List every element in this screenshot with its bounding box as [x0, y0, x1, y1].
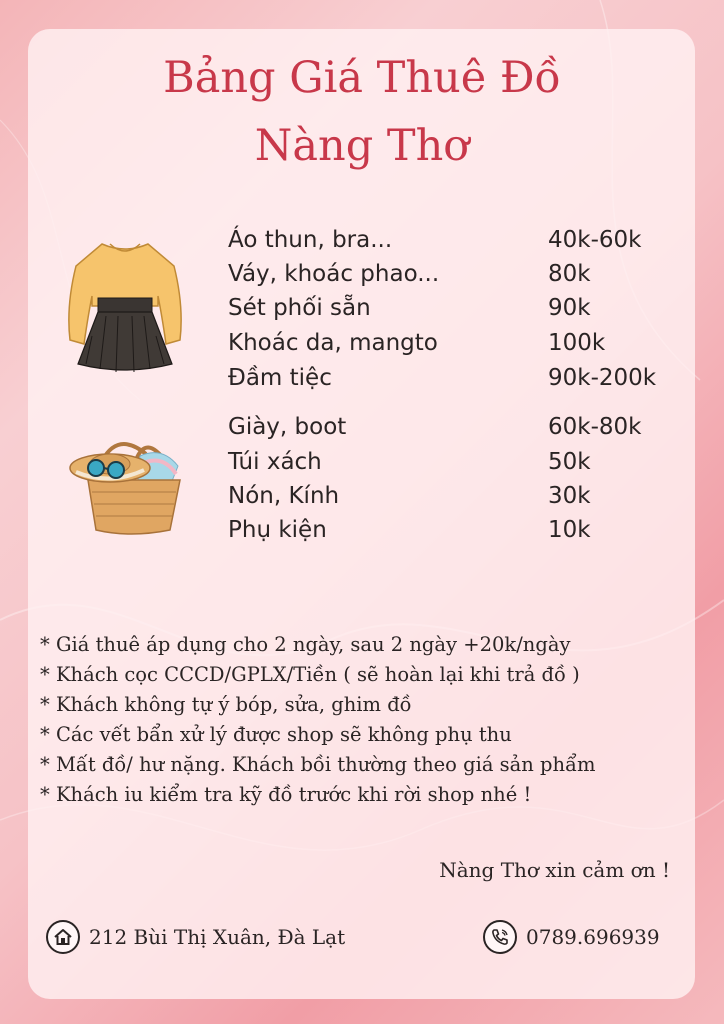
item-price: 30k	[548, 483, 591, 509]
list-item	[228, 365, 698, 399]
item-price: 10k	[548, 517, 591, 543]
list-item	[228, 449, 698, 483]
home-icon	[46, 920, 80, 954]
note-item: * Khách không tự ý bóp, sửa, ghim đồ	[40, 693, 412, 716]
phone-icon	[483, 920, 517, 954]
list-item	[228, 295, 698, 329]
item-name: Váy, khoác phao...	[228, 261, 440, 287]
thanks-text: Nàng Thơ xin cảm ơn !	[439, 858, 670, 882]
list-item	[228, 414, 698, 448]
item-price: 50k	[548, 449, 591, 475]
item-name: Khoác da, mangto	[228, 330, 438, 356]
page-title-line-1: Bảng Giá Thuê Đồ	[163, 53, 561, 103]
phone	[483, 918, 660, 956]
item-name: Sét phối sẵn	[228, 295, 371, 321]
item-price: 90k-200k	[548, 365, 657, 391]
list-item	[228, 517, 698, 551]
item-price: 90k	[548, 295, 591, 321]
clothing-illustration-icon	[62, 236, 188, 378]
note-item: * Các vết bẩn xử lý được shop sẽ không phụ thu	[40, 723, 512, 746]
item-name: Đầm tiệc	[228, 365, 332, 391]
note-item: * Mất đồ/ hư nặng. Khách bồi thường theo giá sản phẩm	[40, 753, 596, 776]
list-item	[228, 330, 698, 364]
item-name: Áo thun, bra...	[228, 227, 393, 253]
note-item: * Giá thuê áp dụng cho 2 ngày, sau 2 ngày +20k/ngày	[40, 633, 571, 656]
basket-hat-illustration-icon	[66, 426, 190, 540]
item-name: Phụ kiện	[228, 517, 327, 543]
address-text: 212 Bùi Thị Xuân, Đà Lạt	[89, 925, 346, 949]
list-item	[228, 227, 698, 261]
item-price: 100k	[548, 330, 606, 356]
item-price: 80k	[548, 261, 591, 287]
list-item	[228, 483, 698, 517]
item-name: Túi xách	[228, 449, 322, 475]
note-item: * Khách cọc CCCD/GPLX/Tiền ( sẽ hoàn lại khi trả đồ )	[40, 663, 580, 686]
item-name: Nón, Kính	[228, 483, 340, 509]
phone-text: 0789.696939	[526, 925, 660, 949]
item-price: 60k-80k	[548, 414, 642, 440]
page-title-line-2: Nàng Thơ	[254, 121, 470, 171]
list-item	[228, 261, 698, 295]
rental-notes	[40, 630, 700, 810]
address	[46, 918, 345, 956]
item-price: 40k-60k	[548, 227, 642, 253]
note-item: * Khách iu kiểm tra kỹ đồ trước khi rời shop nhé !	[40, 783, 532, 806]
item-name: Giày, boot	[228, 414, 347, 440]
